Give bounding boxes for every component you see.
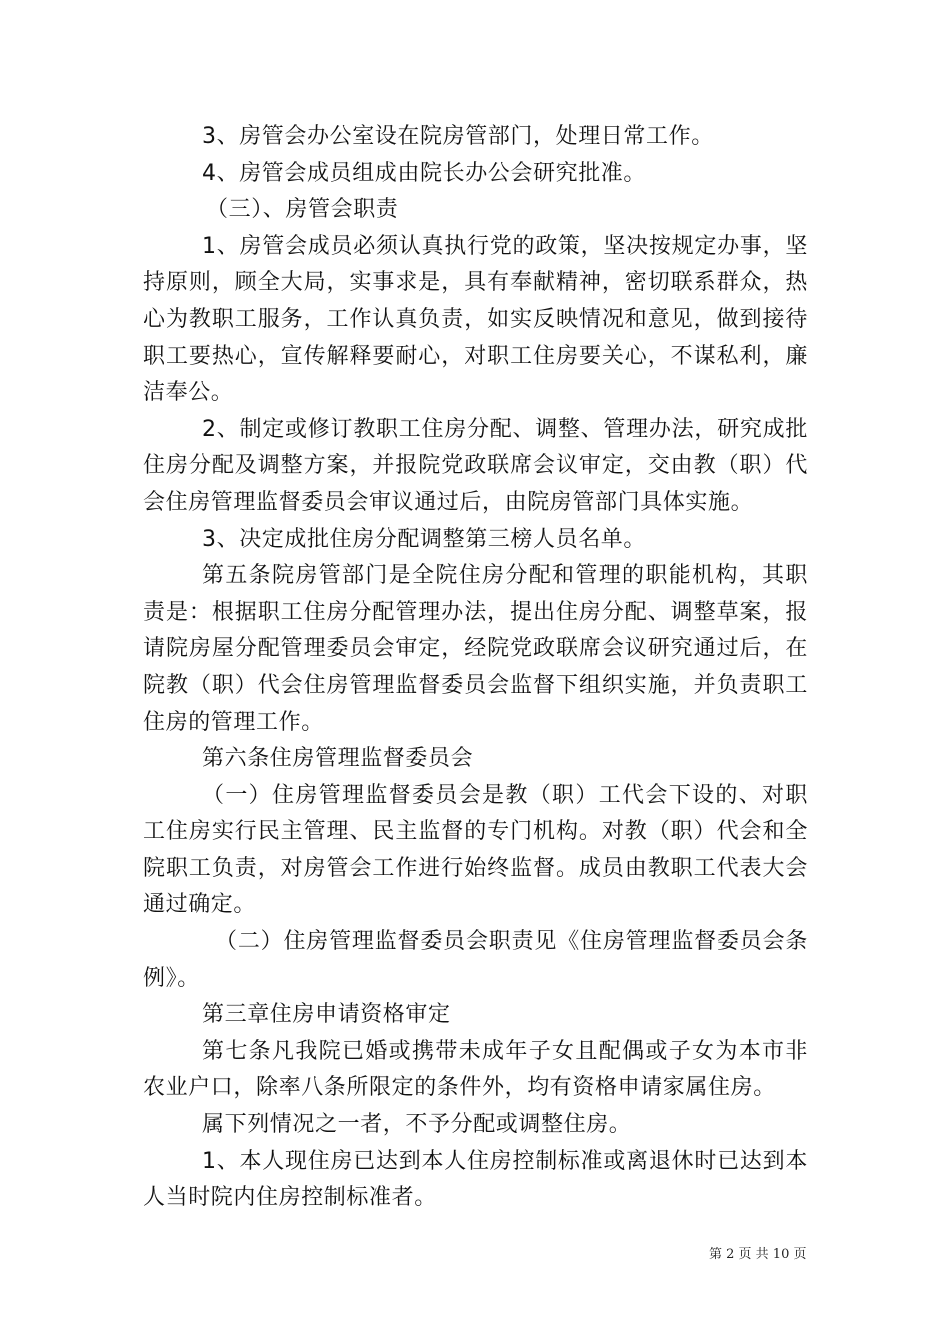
article-6-heading: 第六条住房管理监督委员会 bbox=[202, 746, 474, 772]
paragraph-exclusion-1: 1、本人现住房已达到本人住房控制标准或离退休时已达到本人当时院内住房控制标准者。 bbox=[143, 1148, 808, 1211]
article-6-clause-2: （二）住房管理监督委员会职责见《住房管理监督委员会条例》。 bbox=[143, 929, 808, 991]
document-body bbox=[143, 119, 808, 1217]
paragraph-member-approval: 4、房管会成员组成由院长办公会研究批准。 bbox=[202, 160, 646, 186]
chapter-3-heading: 第三章住房申请资格审定 bbox=[202, 1002, 451, 1028]
paragraph-exclusions-intro: 属下列情况之一者，不予分配或调整住房。 bbox=[202, 1112, 632, 1138]
paragraph-duty-1: 1、房管会成员必须认真执行党的政策，坚决按规定办事，坚持原则，顾全大局，实事求是，具有奉献精神，密切联系群众，热心为教职工服务，工作认真负责，如实反映情况和意见，做到接待职工要热心，宣传解释要耐心，对职工住房要关心，不谋私利，廉洁奉公。 bbox=[143, 233, 808, 406]
article-7: 第七条凡我院已婚或携带未成年子女且配偶或子女为本市非农业户口，除率八条所限定的条件外，均有资格申请家属住房。 bbox=[143, 1038, 808, 1101]
section-heading-duties: （三）、房管会职责 bbox=[206, 197, 399, 223]
paragraph-office-location: 3、房管会办公室设在院房管部门，处理日常工作。 bbox=[202, 124, 714, 149]
page-number-footer: 第 2 页 共 10 页 bbox=[709, 1247, 807, 1262]
paragraph-duty-3: 3、决定成批住房分配调整第三榜人员名单。 bbox=[202, 526, 646, 552]
paragraph-duty-2: 2、制定或修订教职工住房分配、调整、管理办法，研究成批住房分配及调整方案，并报院党政联席会议审定，交由教（职）代会住房管理监督委员会审议通过后，由院房管部门具体实施。 bbox=[143, 416, 808, 515]
article-5: 第五条院房管部门是全院住房分配和管理的职能机构，其职责是：根据职工住房分配管理办法，提出住房分配、调整草案，报请院房屋分配管理委员会审定，经院党政联席会议研究通过后，在院教（职）代会住房管理监督委员会监督下组织实施，并负责职工住房的管理工作。 bbox=[143, 563, 808, 735]
article-6-clause-1: （一）住房管理监督委员会是教（职）工代会下设的、对职工住房实行民主管理、民主监督的专门机构。对教（职）代会和全院职工负责，对房管会工作进行始终监督。成员由教职工代表大会通过确定。 bbox=[143, 782, 808, 918]
